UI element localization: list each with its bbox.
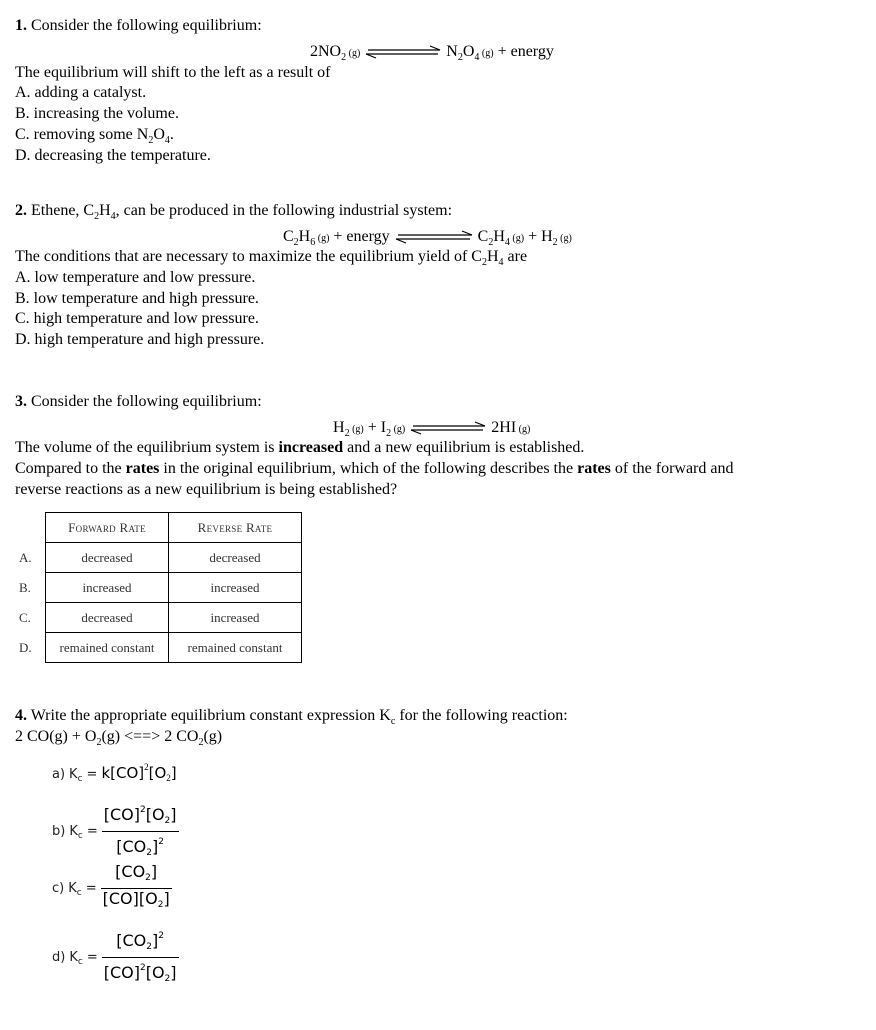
k-symbol: K bbox=[69, 767, 78, 782]
q4-option-c bbox=[52, 862, 172, 915]
q1-option-c-tail: . bbox=[169, 126, 174, 143]
q3-eq-left-state2: (g) bbox=[391, 424, 406, 435]
k-sub: c bbox=[77, 957, 83, 968]
q1-eq-left-state: (g) bbox=[346, 48, 361, 59]
q1-eq-right-state: (g) bbox=[479, 48, 494, 59]
denominator bbox=[101, 889, 172, 915]
q3-line1-bold: increased bbox=[278, 439, 344, 456]
q3-line3: reverse reactions as a new equilibrium is being established? bbox=[15, 481, 398, 498]
q3-line2-post: of the forward and bbox=[610, 460, 734, 477]
row-label: D. bbox=[19, 639, 32, 655]
q2-heading-sub2: 4 bbox=[110, 211, 116, 223]
o2-sub: 2 bbox=[164, 974, 171, 984]
q3-number: 3. bbox=[15, 393, 27, 410]
q3-eq-right: 2HI bbox=[491, 419, 517, 436]
q2-eq-left-b: H bbox=[298, 228, 311, 245]
o2-conc: [O bbox=[145, 805, 165, 824]
q2-eq-left-tail: + energy bbox=[329, 228, 390, 245]
numerator bbox=[101, 862, 172, 889]
q1-eq-right-sub2: 4 bbox=[474, 52, 480, 64]
co2-sub: 2 bbox=[145, 873, 151, 883]
q3-line1-post: and a new equilibrium is established. bbox=[343, 439, 585, 456]
numerator bbox=[102, 926, 179, 958]
rate-k: k bbox=[101, 764, 111, 782]
q2-eq-left-a: C bbox=[283, 228, 294, 245]
q4-option-d-label: d) bbox=[52, 950, 66, 966]
q1-option-d: D. decreasing the temperature. bbox=[15, 147, 211, 164]
q3-line2-mid: in the original equilibrium, which of the following describes the bbox=[159, 460, 578, 477]
co-conc: [CO] bbox=[103, 963, 140, 982]
exponent: 2 bbox=[139, 963, 146, 973]
q2-eq-right-sub2: 4 bbox=[504, 237, 510, 249]
fraction bbox=[102, 800, 179, 863]
q3-heading bbox=[15, 392, 262, 412]
q4-heading-sub: c bbox=[390, 716, 396, 728]
q3-eq-left-state1: (g) bbox=[349, 424, 364, 435]
q3-eq-left-sub2: 2 bbox=[386, 428, 392, 440]
row-label: C. bbox=[19, 609, 31, 625]
bracket-close: ] bbox=[170, 805, 177, 824]
forward-rate-cell: decreased bbox=[46, 543, 169, 573]
q2-question-pre: The conditions that are necessary to maximize the equilibrium yield of C bbox=[15, 248, 482, 265]
equals-sign: = bbox=[86, 824, 98, 840]
co2-conc: [CO bbox=[115, 862, 146, 881]
q1-option-c-sub2: 4 bbox=[164, 135, 170, 147]
equilibrium-arrow-icon bbox=[394, 230, 474, 244]
q2-eq-right-a: C bbox=[477, 228, 489, 245]
co-conc: [CO] bbox=[110, 764, 145, 782]
q4-option-a bbox=[52, 762, 177, 784]
q2-eq-right-sub3: 2 bbox=[552, 237, 558, 249]
fraction bbox=[101, 862, 172, 915]
q3-eq-left-sub1: 2 bbox=[344, 428, 350, 440]
exponent: 2 bbox=[158, 837, 164, 847]
equilibrium-arrow-icon bbox=[409, 421, 487, 435]
q4-option-a-label: a) bbox=[52, 767, 66, 782]
exponent: 2 bbox=[158, 931, 164, 941]
exponent: 2 bbox=[139, 805, 146, 815]
q2-eq-right-state2: (g) bbox=[557, 233, 572, 244]
q4-reaction-post: (g) bbox=[203, 728, 223, 745]
q4-reaction-mid: (g) <==> 2 CO bbox=[101, 728, 199, 745]
q1-option-c-mid: O bbox=[153, 126, 165, 143]
table-row bbox=[14, 633, 302, 663]
q1-option-c-sub1: 2 bbox=[148, 135, 154, 147]
equals-sign: = bbox=[86, 767, 98, 782]
q2-eq-left-sub1: 2 bbox=[293, 237, 299, 249]
q1-eq-right: N bbox=[446, 43, 458, 60]
k-sub: c bbox=[76, 888, 82, 899]
q3-eq-right-state: (g) bbox=[516, 424, 531, 435]
o2-sub: 2 bbox=[157, 900, 164, 910]
equilibrium-arrow-icon bbox=[364, 45, 442, 59]
o2-sub: 2 bbox=[166, 773, 171, 783]
co2-sub: 2 bbox=[146, 848, 152, 858]
q4-reaction-a: 2 CO(g) + O bbox=[15, 728, 97, 745]
q4-reaction-sub2: 2 bbox=[198, 737, 204, 749]
q1-eq-right-mid: O bbox=[462, 43, 475, 60]
co2-conc: [CO bbox=[116, 931, 147, 950]
q1-equation bbox=[310, 42, 554, 68]
forward-rate-cell: remained constant bbox=[46, 633, 169, 663]
k-symbol: K bbox=[69, 824, 78, 840]
q2-question-sub2: 4 bbox=[498, 257, 504, 269]
q2-question-sub1: 2 bbox=[481, 257, 487, 269]
q1-heading bbox=[15, 16, 262, 36]
fraction bbox=[102, 926, 179, 989]
q3-line2 bbox=[15, 459, 733, 479]
row-label: A. bbox=[19, 549, 32, 565]
reverse-rate-cell: increased bbox=[169, 603, 302, 633]
row-label: B. bbox=[19, 579, 31, 595]
q4-heading-pre: Write the appropriate equilibrium constant expression K bbox=[30, 707, 391, 724]
q2-eq-right-state: (g) bbox=[509, 233, 525, 244]
q3-line2-pre: Compared to the bbox=[15, 460, 126, 477]
q3-line2-bold1: rates bbox=[125, 460, 160, 477]
q2-heading-mid: H bbox=[99, 202, 111, 219]
q1-question: The equilibrium will shift to the left as a result of bbox=[15, 64, 331, 81]
q3-eq-left-a: H bbox=[333, 419, 345, 436]
q1-option-c-text: C. removing some N bbox=[15, 126, 149, 143]
forward-rate-cell: decreased bbox=[46, 603, 169, 633]
k-symbol: K bbox=[68, 881, 77, 897]
o2-sub: 2 bbox=[164, 816, 171, 826]
q2-heading-sub1: 2 bbox=[94, 211, 100, 223]
k-sub: c bbox=[77, 831, 83, 842]
co2-sub: 2 bbox=[146, 942, 152, 952]
o2-conc: [O bbox=[138, 889, 158, 908]
rates-table-header bbox=[14, 513, 302, 543]
q2-heading bbox=[15, 201, 452, 227]
table-row bbox=[14, 573, 302, 603]
q3-eq-left-b: + I bbox=[363, 419, 387, 436]
q4-option-b bbox=[52, 800, 179, 863]
co-conc: [CO] bbox=[103, 805, 140, 824]
q2-option-a: A. low temperature and low pressure. bbox=[15, 269, 256, 286]
q1-heading-text: Consider the following equilibrium: bbox=[31, 17, 262, 34]
q2-number: 2. bbox=[15, 202, 27, 219]
bracket-close: ] bbox=[150, 862, 158, 881]
bracket-close: ] bbox=[170, 963, 177, 982]
forward-rate-cell: increased bbox=[46, 573, 169, 603]
q2-question-mid: H bbox=[486, 248, 499, 265]
equals-sign: = bbox=[86, 950, 98, 966]
bracket-close: ] bbox=[163, 889, 170, 908]
q1-eq-left-sub: 2 bbox=[341, 52, 347, 64]
k-sub: c bbox=[77, 774, 83, 784]
q2-eq-left-sub2: 6 bbox=[310, 237, 316, 249]
bracket-close: ] bbox=[152, 837, 159, 856]
q2-eq-right-c: + H bbox=[524, 228, 553, 245]
q1-option-b: B. increasing the volume. bbox=[15, 105, 179, 122]
q1-eq-right-tail: + energy bbox=[493, 43, 554, 60]
bracket-close: ] bbox=[152, 931, 159, 950]
denominator bbox=[102, 832, 179, 863]
co-conc: [CO] bbox=[102, 889, 139, 908]
q4-reaction bbox=[15, 727, 222, 753]
q1-eq-left: 2NO bbox=[310, 43, 342, 60]
q2-eq-left-state: (g) bbox=[315, 233, 330, 244]
rates-header-blank bbox=[14, 513, 46, 543]
numerator bbox=[102, 800, 179, 832]
table-row bbox=[14, 543, 302, 573]
q4-option-b-label: b) bbox=[52, 824, 66, 840]
denominator bbox=[102, 958, 179, 989]
q3-heading-text: Consider the following equilibrium: bbox=[31, 393, 262, 410]
q3-line1 bbox=[15, 438, 584, 458]
q2-eq-right-b: H bbox=[493, 228, 505, 245]
q2-option-b: B. low temperature and high pressure. bbox=[15, 290, 259, 307]
table-row bbox=[14, 603, 302, 633]
q4-heading-post: for the following reaction: bbox=[395, 707, 568, 724]
q3-line1-pre: The volume of the equilibrium system is bbox=[15, 439, 279, 456]
rates-header-forward: Forward Rate bbox=[46, 513, 169, 543]
reverse-rate-cell: decreased bbox=[169, 543, 302, 573]
q2-heading-pre: Ethene, C bbox=[31, 202, 95, 219]
exponent: 2 bbox=[144, 762, 149, 772]
q1-number: 1. bbox=[15, 17, 27, 34]
k-symbol: K bbox=[69, 950, 78, 966]
co2-conc: [CO bbox=[116, 837, 147, 856]
q2-heading-post: , can be produced in the following industrial system: bbox=[115, 202, 453, 219]
q1-eq-right-sub1: 2 bbox=[457, 52, 463, 64]
rates-table bbox=[14, 512, 302, 663]
q4-option-d bbox=[52, 926, 179, 989]
q3-line2-bold2: rates bbox=[577, 460, 611, 477]
q2-option-c: C. high temperature and low pressure. bbox=[15, 310, 259, 327]
rates-header-reverse: Reverse Rate bbox=[169, 513, 302, 543]
q2-question-post: are bbox=[503, 248, 528, 265]
q4-reaction-sub1: 2 bbox=[96, 737, 102, 749]
reverse-rate-cell: increased bbox=[169, 573, 302, 603]
o2-conc: [O bbox=[148, 764, 167, 782]
q2-option-d: D. high temperature and high pressure. bbox=[15, 331, 265, 348]
q4-number: 4. bbox=[15, 707, 27, 724]
q4-option-c-label: c) bbox=[52, 881, 65, 897]
q2-eq-right-sub1: 2 bbox=[488, 237, 494, 249]
equals-sign: = bbox=[85, 881, 97, 897]
o2-conc: [O bbox=[145, 963, 165, 982]
reverse-rate-cell: remained constant bbox=[169, 633, 302, 663]
bracket-close: ] bbox=[170, 764, 177, 782]
q1-option-a: A. adding a catalyst. bbox=[15, 84, 147, 101]
